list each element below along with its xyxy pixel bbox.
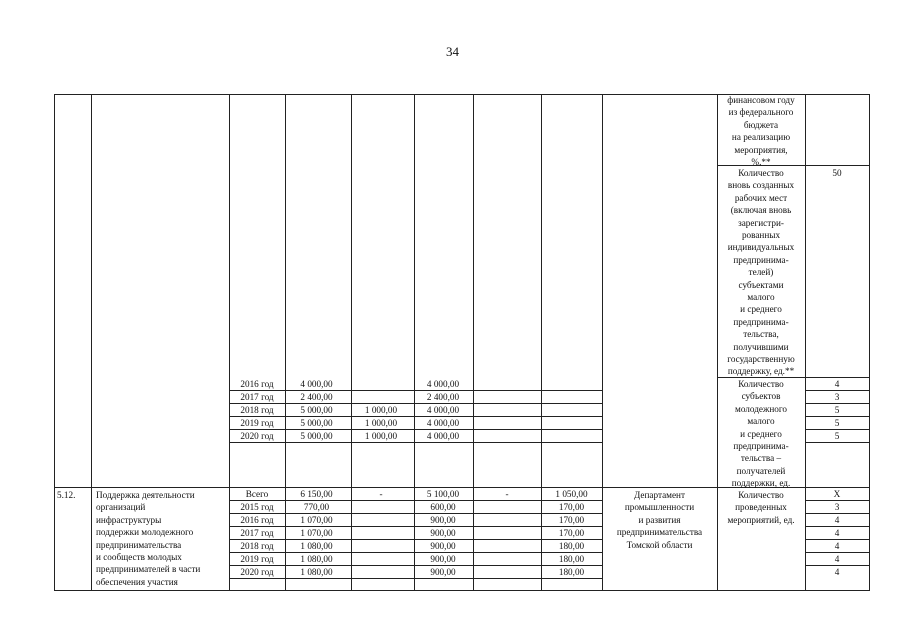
- indicator-jobs-line: рованных: [741, 230, 781, 240]
- extra-budget-cell: 170,00: [558, 527, 585, 538]
- total-cell: 1 080,00: [300, 566, 333, 577]
- item-title-line: поддержки молодежного: [96, 527, 194, 538]
- indicator-jobs-line: государственную: [727, 354, 795, 364]
- regional-cell: 4 000,00: [426, 417, 460, 428]
- indicator-subjects-value: 5: [834, 404, 840, 415]
- indicator-jobs-line: индивидуальных: [727, 242, 795, 253]
- indicator-events-value: 4: [834, 540, 840, 551]
- indicator-jobs-line: вновь созданных: [727, 180, 795, 191]
- indicator-jobs-line: поддержку, ед.**: [727, 366, 795, 377]
- executor-line: Департамент: [634, 490, 685, 500]
- item-title-line: инфраструктуры: [96, 514, 162, 525]
- indicator-subjects-line: тельства –: [740, 453, 782, 464]
- column-border: [54, 94, 55, 591]
- total-cell: 4 000,00: [300, 378, 333, 389]
- item-number: 5.12.: [57, 490, 76, 500]
- indicator-jobs-line: предпринима-: [733, 316, 789, 327]
- item-title-line: предпринимателей в части: [96, 564, 201, 575]
- total-cell: 5 000,00: [300, 430, 333, 441]
- local-cell: -: [505, 488, 509, 499]
- indicator-jobs-line: и среднего: [740, 304, 782, 315]
- indicator-continuation-line: мероприятия,: [734, 144, 788, 155]
- indicator-jobs-line: тельства,: [743, 329, 779, 340]
- federal-cell: -: [379, 488, 383, 499]
- indicator-subjects-value: 5: [834, 430, 840, 441]
- total-cell: 1 080,00: [300, 553, 333, 564]
- indicator-subjects-line: малого: [747, 416, 775, 427]
- executor-line: Томской области: [626, 539, 693, 550]
- year-cell: 2020 год: [240, 566, 274, 577]
- column-border: [473, 94, 474, 591]
- year-cell: 2019 год: [240, 417, 274, 428]
- total-cell: 2 400,00: [300, 391, 333, 402]
- total-cell: 5 000,00: [300, 404, 333, 415]
- extra-budget-cell: 180,00: [558, 566, 585, 577]
- indicator-subjects-line: Количество: [738, 379, 784, 389]
- indicator-events-value: Х: [833, 488, 841, 499]
- column-border: [351, 94, 352, 591]
- indicator-jobs-line: малого: [747, 292, 775, 302]
- indicator-continuation-line: на реализацию: [731, 132, 791, 143]
- regional-cell: 600,00: [430, 501, 456, 512]
- executor-line: и развития: [638, 514, 681, 525]
- total-cell: 1 070,00: [300, 527, 333, 538]
- indicator-continuation-line: из федерального: [728, 107, 794, 118]
- indicator-subjects-line: и среднего: [740, 428, 782, 439]
- regional-cell: 4 000,00: [426, 430, 460, 441]
- indicator-subjects-line: получателей: [736, 465, 786, 476]
- indicator-events-value: 4: [834, 553, 840, 564]
- total-cell: 1 070,00: [300, 514, 333, 525]
- column-border: [869, 94, 870, 591]
- indicator-subjects-line: молодежного: [735, 403, 787, 414]
- indicator-jobs-line: зарегистри-: [738, 217, 784, 228]
- extra-budget-cell: 180,00: [558, 553, 585, 564]
- indicator-events-value: 4: [834, 514, 840, 525]
- federal-cell: 1 000,00: [364, 430, 398, 441]
- indicator-subjects-line: поддержки, ед.: [731, 478, 791, 489]
- indicator-continuation-line: %.**: [751, 157, 771, 167]
- regional-cell: 4 000,00: [426, 404, 460, 415]
- indicator-subjects-value: 4: [834, 378, 840, 389]
- year-cell: 2018 год: [240, 540, 274, 551]
- year-cell: 2015 год: [240, 501, 274, 512]
- indicator-jobs-line: рабочих мест: [734, 192, 788, 203]
- indicator-events-value: 4: [834, 566, 840, 577]
- indicator-events-line: мероприятий, ед.: [727, 514, 795, 525]
- year-cell: 2017 год: [240, 391, 274, 402]
- item-title-line: обеспечения участия: [96, 576, 178, 587]
- indicator-jobs-value: 50: [832, 168, 842, 178]
- total-cell: 5 000,00: [300, 417, 333, 428]
- indicator-jobs-line: предпринима-: [733, 254, 789, 265]
- regional-cell: 900,00: [430, 540, 456, 551]
- indicator-continuation-line: финансовом году: [727, 95, 795, 105]
- extra-budget-cell: 1 050,00: [555, 488, 588, 499]
- indicator-jobs-line: (включая вновь: [730, 205, 792, 216]
- item-title-line: Поддержка деятельности: [96, 490, 195, 500]
- indicator-events-value: 3: [834, 501, 840, 512]
- year-cell: 2019 год: [240, 553, 274, 564]
- column-border: [91, 94, 92, 591]
- indicator-jobs-line: телей): [748, 267, 774, 278]
- extra-budget-cell: 170,00: [558, 501, 585, 512]
- federal-cell: 1 000,00: [364, 417, 398, 428]
- year-cell: Всего: [245, 488, 269, 499]
- regional-cell: 5 100,00: [426, 488, 460, 499]
- indicator-subjects-value: 3: [834, 391, 840, 402]
- year-cell: 2020 год: [240, 430, 274, 441]
- indicator-continuation-line: бюджета: [743, 119, 779, 130]
- year-row-rule: [229, 578, 603, 579]
- indicator-jobs-line: получившими: [733, 341, 789, 352]
- year-row-rule: [229, 442, 603, 443]
- regional-cell: 900,00: [430, 553, 456, 564]
- total-cell: 770,00: [303, 501, 330, 512]
- total-cell: 6 150,00: [300, 488, 333, 499]
- regional-cell: 900,00: [430, 566, 456, 577]
- year-cell: 2016 год: [240, 378, 274, 389]
- table-bottom-border: [54, 590, 870, 591]
- page-number: 34: [446, 44, 459, 59]
- regional-cell: 4 000,00: [426, 378, 460, 389]
- program-table: [54, 94, 869, 590]
- item-title-line: предпринимательства: [96, 539, 182, 550]
- indicator-jobs-line: субъектами: [738, 279, 784, 290]
- item-title-line: организаций: [96, 502, 146, 513]
- regional-cell: 900,00: [430, 527, 456, 538]
- indicator-events-line: Количество: [738, 490, 784, 500]
- executor-line: предпринимательства: [616, 527, 703, 538]
- indicator-events-value: 4: [834, 527, 840, 538]
- indicator-subjects-line: субъектов: [741, 391, 781, 402]
- value-row-rule: [805, 442, 870, 443]
- indicator-events-line: проведенных: [735, 502, 787, 513]
- indicator-subjects-value: 5: [834, 417, 840, 428]
- year-cell: 2018 год: [240, 404, 274, 415]
- indicator-subjects-line: предпринима-: [733, 441, 789, 451]
- year-cell: 2017 год: [240, 527, 274, 538]
- item-title-line: и сообществ молодых: [96, 552, 182, 562]
- federal-cell: 1 000,00: [364, 404, 398, 415]
- total-cell: 1 080,00: [300, 540, 333, 551]
- regional-cell: 900,00: [430, 514, 456, 525]
- executor-line: промышленности: [624, 502, 695, 513]
- year-cell: 2016 год: [240, 514, 274, 525]
- indicator-jobs-line: Количество: [738, 168, 784, 178]
- extra-budget-cell: 170,00: [558, 514, 585, 525]
- regional-cell: 2 400,00: [426, 391, 460, 402]
- extra-budget-cell: 180,00: [558, 540, 585, 551]
